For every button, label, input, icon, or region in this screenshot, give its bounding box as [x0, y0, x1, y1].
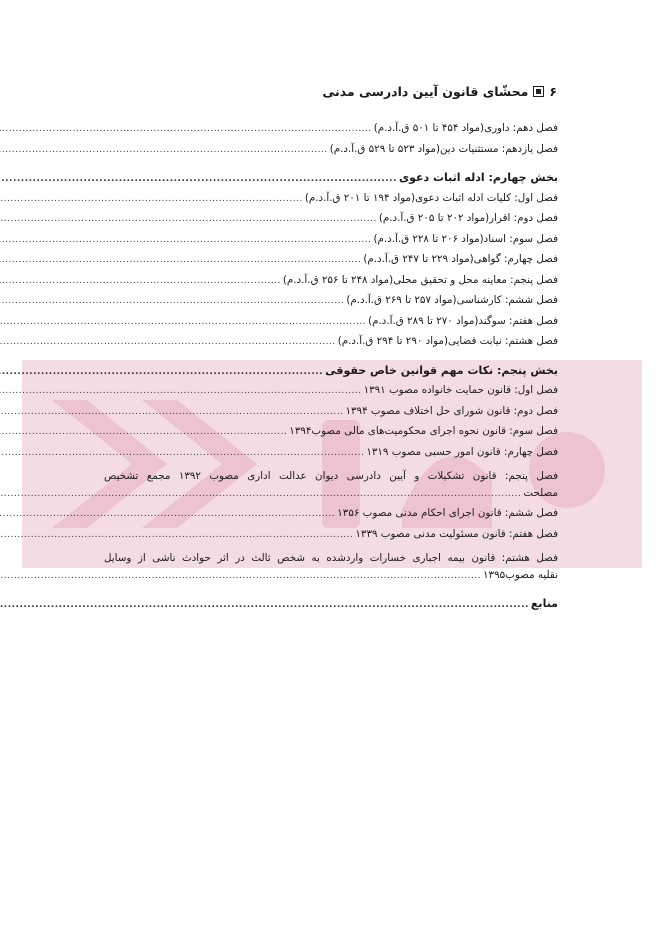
dot-leader	[0, 194, 303, 204]
toc-entry-title: فصل سوم: اسناد(مواد ۲۰۶ تا ۲۲۸ ق.آ.د.م)	[373, 232, 558, 245]
toc-entry	[104, 405, 558, 426]
toc-entry-title: فصل ششم: کارشناسی(مواد ۲۵۷ تا ۲۶۹ ق.آ.د.م)	[346, 294, 558, 306]
toc-entry	[104, 253, 558, 274]
toc-entry-title-line1: فصل هشتم: قانون بیمه اجباری خسارات واردشده به شخص ثالث در اثر حوادث ناشی از وسایل	[104, 552, 558, 564]
toc-sources	[104, 597, 558, 618]
toc-entry-title-line1: فصل پنجم: قانون تشکیلات و آیین دادرسی دیوان عدالت اداری مصوب ۱۳۹۲ مجمع تشخیص	[104, 470, 558, 482]
toc-entry-title: فصل چهارم: قانون امور حسبی مصوب ۱۳۱۹	[366, 445, 558, 458]
toc-entry-title: فصل هفتم: قانون مسئولیت مدنی مصوب ۱۳۳۹	[355, 527, 558, 540]
page-header	[322, 84, 557, 99]
dot-leader	[0, 448, 364, 458]
toc-entry-title: فصل دهم: داوری(مواد ۴۵۴ تا ۵۰۱ ق.آ.د.م)	[373, 122, 558, 134]
toc-entry	[104, 192, 558, 213]
toc-entry-title: فصل سوم: قانون نحوه اجرای محکومیت‌های مالی مصوب۱۳۹۴	[289, 425, 558, 437]
dot-leader	[0, 489, 521, 499]
toc-entry	[104, 143, 558, 164]
square-bullet-icon	[533, 86, 544, 97]
header-page-number: ۶	[549, 84, 557, 99]
toc-entry	[104, 487, 558, 508]
dot-leader	[0, 317, 366, 327]
toc-entry-title-line2: نقلیه مصوب۱۳۹۵	[483, 568, 558, 581]
toc-entry	[104, 315, 558, 336]
toc-entry	[104, 384, 558, 405]
toc-entry	[104, 528, 558, 549]
dot-leader	[0, 235, 371, 245]
toc-entry	[104, 122, 558, 143]
toc-entry	[104, 212, 558, 233]
dot-leader	[0, 174, 397, 184]
toc-entry	[104, 294, 558, 315]
dot-leader	[0, 386, 362, 396]
dot-leader	[0, 509, 335, 519]
toc-entry-title-line2: مصلحت	[523, 486, 558, 499]
toc-entry	[104, 507, 558, 528]
toc-entry	[104, 446, 558, 467]
toc-entry-title: فصل چهارم: گواهی(مواد ۲۲۹ تا ۲۴۷ ق.آ.د.م)	[363, 253, 558, 265]
toc-entry-title: فصل پنجم: معاینه محل و تحقیق محلی(مواد ۲۴۸ تا ۲۵۶ ق.آ.د.م)	[282, 273, 558, 286]
toc-entry	[104, 233, 558, 254]
toc-entry	[104, 569, 558, 590]
toc-entry-title: فصل یازدهم: مستثنیات دین(مواد ۵۲۳ تا ۵۲۹ ق.آ.د.م)	[329, 142, 558, 155]
toc-part-title: بخش چهارم: ادله اثبات دعوی	[399, 171, 558, 184]
dot-leader	[0, 600, 529, 610]
dot-leader	[0, 367, 323, 377]
header-book-title: محشّای قانون آیین دادرسی مدنی	[322, 84, 529, 99]
toc-part-heading	[104, 364, 558, 385]
dot-leader	[0, 337, 336, 347]
toc-entry	[104, 335, 558, 356]
toc-entry-title: فصل هشتم: نیابت قضایی(مواد ۲۹۰ تا ۲۹۴ ق.آ.د.م)	[337, 335, 558, 347]
toc-entry	[104, 425, 558, 446]
toc-entry-title: فصل اول: کلیات ادله اثبات دعوی(مواد ۱۹۴ تا ۲۰۱ ق.آ.د.م)	[304, 191, 558, 204]
table-of-contents	[104, 122, 558, 618]
toc-entry-title: فصل هفتم: سوگند(مواد ۲۷۰ تا ۲۸۹ ق.آ.د.م)	[368, 314, 558, 327]
dot-leader	[0, 530, 353, 540]
dot-leader	[0, 296, 344, 306]
toc-entry-title: فصل دوم: اقرار(مواد ۲۰۲ تا ۲۰۵ ق.آ.د.م)	[378, 212, 558, 224]
dot-leader	[0, 255, 361, 265]
toc-entry-title: فصل ششم: قانون اجرای احکام مدنی مصوب ۱۳۵۶	[337, 507, 558, 519]
dot-leader	[0, 276, 281, 286]
dot-leader	[0, 571, 481, 581]
dot-leader	[0, 427, 287, 437]
dot-leader	[0, 145, 328, 155]
dot-leader	[0, 214, 377, 224]
toc-part-heading	[104, 171, 558, 192]
dot-leader	[0, 407, 343, 417]
toc-entry	[104, 274, 558, 295]
toc-sources-title: منابع	[530, 597, 558, 610]
toc-part-title: بخش پنجم: نکات مهم قوانین خاص حقوقی	[325, 363, 558, 377]
toc-entry-title: فصل دوم: قانون شورای حل اختلاف مصوب ۱۳۹۴	[345, 404, 558, 417]
dot-leader	[0, 124, 372, 134]
toc-entry-title: فصل اول: قانون حمایت خانواده مصوب ۱۳۹۱	[363, 384, 558, 396]
